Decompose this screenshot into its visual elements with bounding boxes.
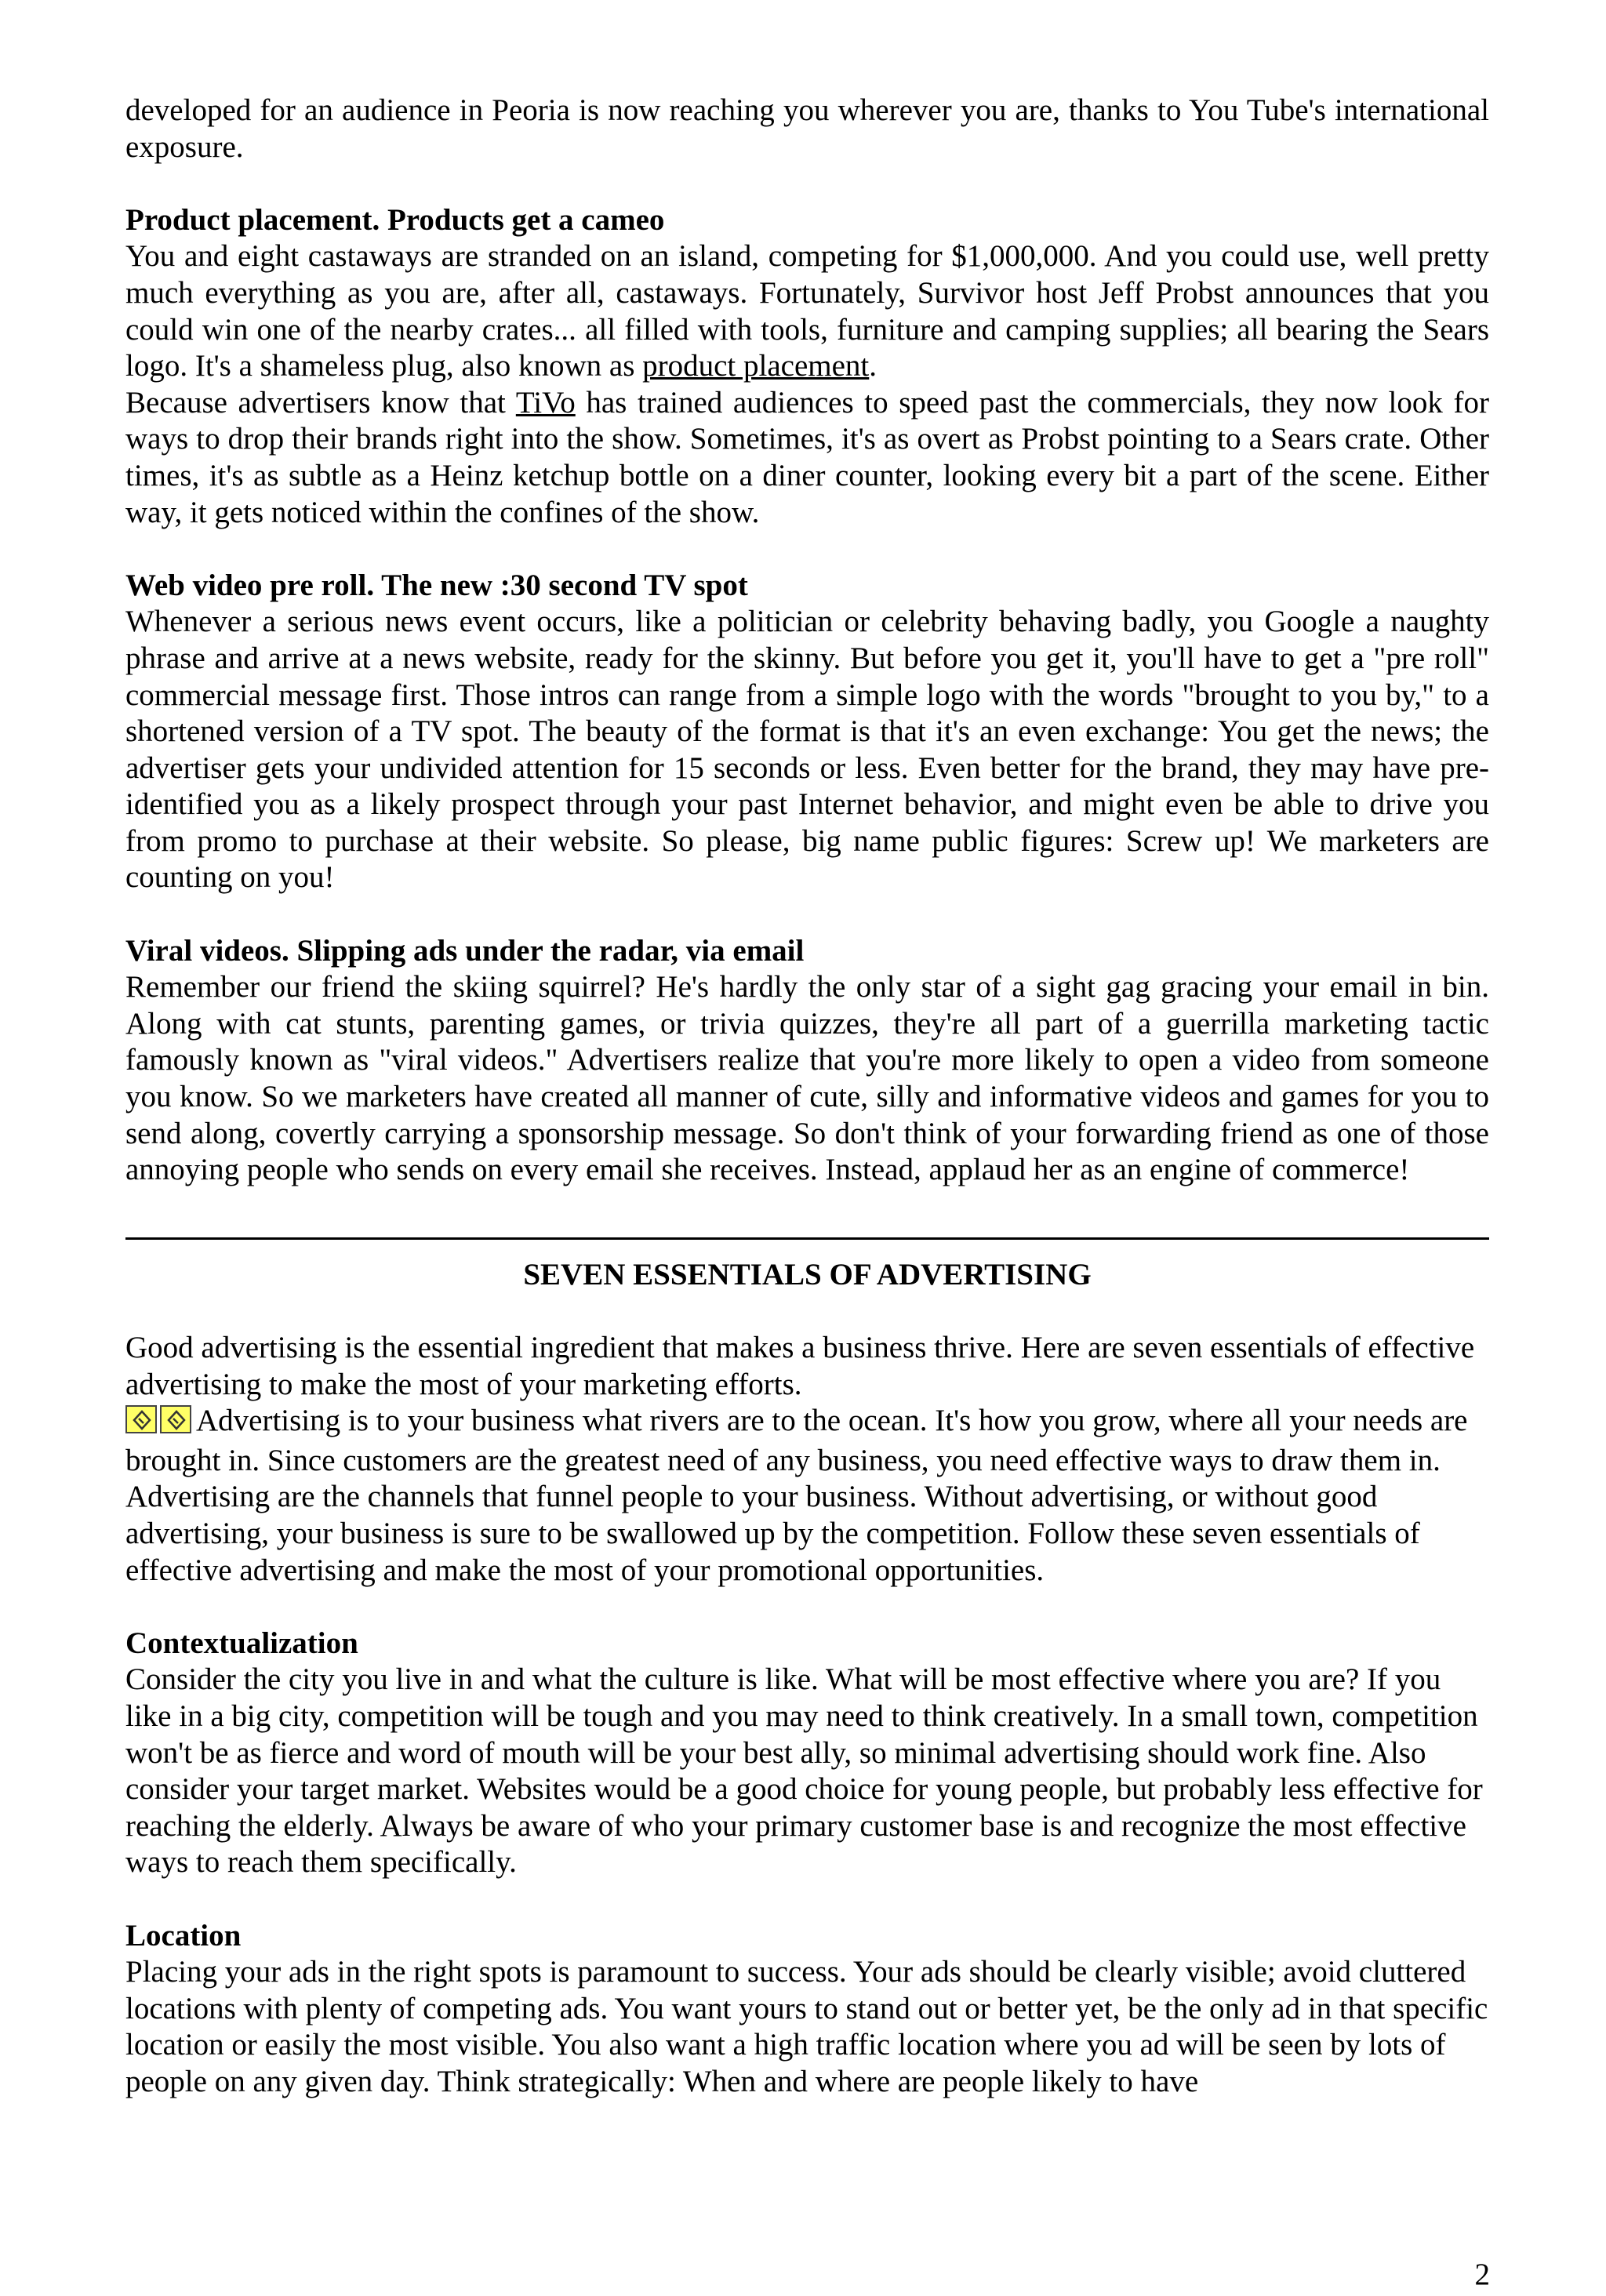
seven-essentials-title: SEVEN ESSENTIALS OF ADVERTISING — [523, 1257, 1092, 1292]
rivers-text: Advertising is to your business what rivers are to the ocean. It's how you grow, where all your needs are brought in. Since customers are the greatest need of any business, you need effective ways to draw them in. Advertising are the channels that funnel people to your business. Without advertising, or without good advertising, your business is sure to be swallowed up by the competition. Follow these seven essentials of effective advertising and make the most of your promotional opportunities. — [125, 1404, 1468, 1587]
product-placement-paragraph-1 — [125, 238, 1489, 384]
viral-videos-heading: Viral videos. Slipping ads under the radar, via email — [125, 933, 805, 968]
viral-videos-paragraph: Remember our friend the skiing squirrel? He's hardly the only star of a sight gag gracing your email in bin. Along with cat stunts, parenting games, or trivia quizzes, they're all part of a guerrilla marketing tactic famously known as "viral videos." Advertisers realize that you're more likely to open a video from someone you know. So we marketers have created all manner of cute, silly and informative videos and games for you to send along, covertly carrying a sponsorship message. So don't think of your forwarding friend as one of those annoying people who sends on every email she receives. Instead, applaud her as an engine of commerce! — [125, 970, 1489, 1187]
product-placement-link[interactable]: product placement — [642, 349, 870, 383]
rivers-paragraph — [125, 1403, 1489, 1589]
spacer — [125, 531, 1489, 568]
location-paragraph: Placing your ads in the right spots is paramount to success. Your ads should be clearly visible; avoid cluttered locations with plenty of competing ads. You want yours to stand out or better yet, be the only ad in that specific location or easily the most visible. You also want a high traffic location where you ad will be seen by lots of people on any given day. Think strategically: When and where are people likely to have — [125, 1955, 1488, 2098]
spacer — [125, 1189, 1489, 1237]
tivo-text-a: Because advertisers know that — [125, 385, 516, 420]
spacer — [125, 1240, 1489, 1257]
article-top-section — [125, 93, 1489, 1189]
broken-image-icon — [160, 1405, 191, 1433]
contextualization-paragraph: Consider the city you live in and what the culture is like. What will be most effective where you are? If you like in a big city, competition will be tough and you may need to think creatively. In a small town, competition won't be as fierce and word of mouth will be your best ally, so minimal advertising should work fine. Also consider your target market. Websites would be a good choice for young people, but probably less effective for reaching the elderly. Always be aware of who your primary customer base is and recognize the most effective ways to reach them specifically. — [125, 1662, 1483, 1880]
document-page — [125, 93, 1489, 2100]
product-placement-heading: Product placement. Products get a cameo — [125, 202, 665, 237]
page-number: 2 — [1474, 2258, 1490, 2291]
spacer — [125, 165, 1489, 202]
pre-roll-heading: Web video pre roll. The new :30 second TV spot — [125, 568, 748, 602]
spacer — [125, 896, 1489, 933]
seven-essentials-section — [125, 1330, 1489, 2100]
spacer — [125, 1293, 1489, 1330]
seven-essentials-intro: Good advertising is the essential ingredient that makes a business thrive. Here are seven essentials of effective advertising to make the most of your marketing efforts. — [125, 1331, 1475, 1401]
spacer — [125, 1589, 1489, 1626]
product-placement-paragraph-2 — [125, 385, 1489, 531]
product-placement-text-b: . — [869, 349, 877, 383]
broken-image-icon — [125, 1405, 157, 1433]
location-heading: Location — [125, 1918, 242, 1953]
contextualization-heading: Contextualization — [125, 1626, 358, 1660]
spacer — [125, 1881, 1489, 1918]
tivo-text-b: has trained audiences to speed past the commercials, they now look for ways to drop their brands right into the show. Sometimes, it's as overt as Probst pointing to a Sears crate. Other times, it's as subtle as a Heinz ketchup bottle on a diner counter, looking every bit a part of the scene. Either way, it gets noticed within the confines of the show. — [125, 385, 1489, 529]
product-placement-text-a: You and eight castaways are stranded on an island, competing for $1,000,000. And you could use, well pretty much everything as you are, after all, castaways. Fortunately, Survivor host Jeff Probst announces that you could win one of the nearby crates... all filled with tools, furniture and camping supplies; all bearing the Sears logo. It's a shameless plug, also known as — [125, 239, 1489, 383]
embedded-image-placeholders — [125, 1405, 194, 1443]
tivo-link[interactable]: TiVo — [515, 385, 576, 420]
pre-roll-paragraph: Whenever a serious news event occurs, like a politician or celebrity behaving badly, you Google a naughty phrase and arrive at a news website, ready for the skinny. But before you get it, you'll have to get a "pre roll" commercial message first. Those intros can range from a simple logo with the words "brought to you by," to a shortened version of a TV spot. The beauty of the format is that it's an even exchange: You get the news; the advertiser gets your undivided attention for 15 seconds or less. Even better for the brand, they may have pre-identified you as a likely prospect through your past Internet behavior, and might even be able to drive you from promo to purchase at their website. So please, big name public figures: Screw up! We marketers are counting on you! — [125, 605, 1489, 895]
intro-continuation: developed for an audience in Peoria is now reaching you wherever you are, thanks to You Tube's international exposure. — [125, 93, 1489, 164]
